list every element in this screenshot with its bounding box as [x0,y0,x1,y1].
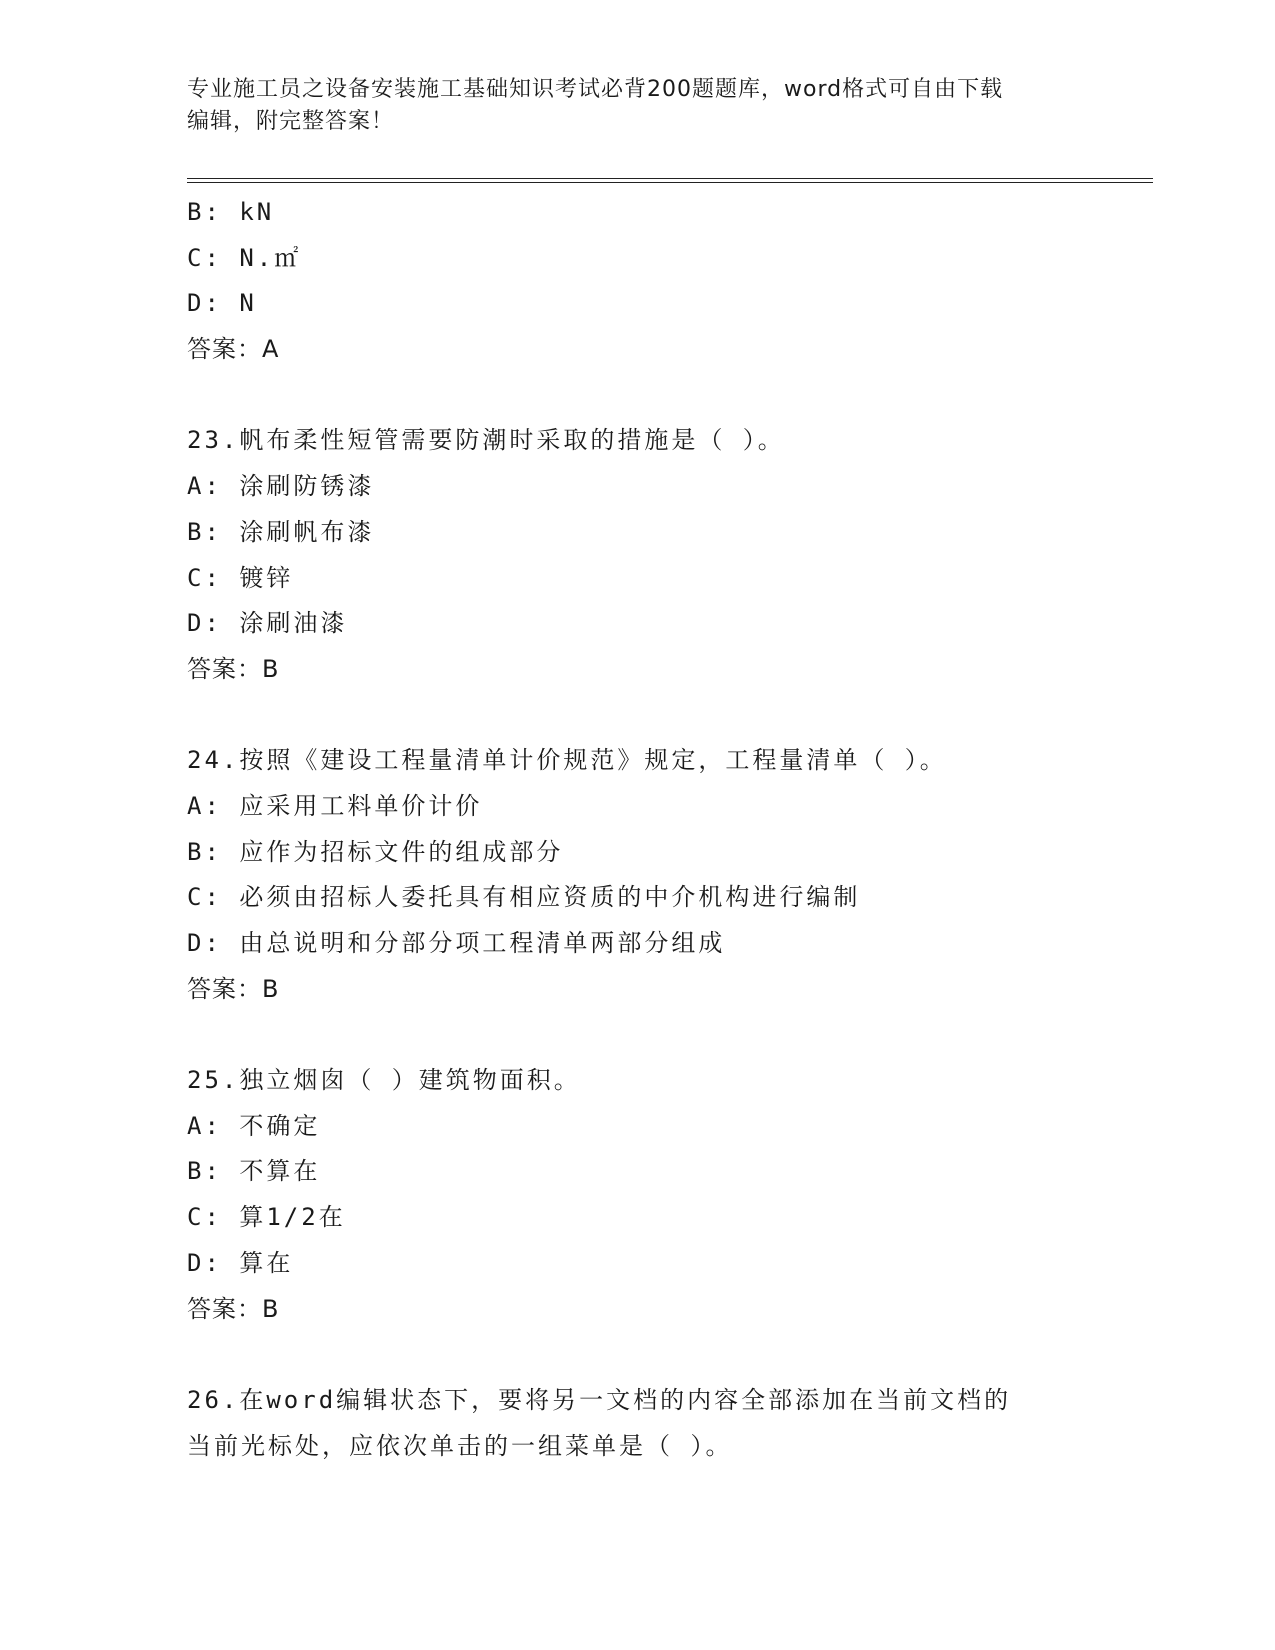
question-25-stem: 25.独立烟囱（ ）建筑物面积。 [187,1066,581,1095]
question-24-option-a: A: 应采用工料单价计价 [187,791,483,820]
question-24-answer: 答案：B [187,974,280,1003]
question-24-option-d: D: 由总说明和分部分项工程清单两部分组成 [187,929,726,957]
question-23 [187,418,1153,692]
header-title-line-2: 编辑，附完整答案！ [187,109,395,134]
question-26-stem-line-1: 26.在word编辑状态下，要将另一文档的内容全部添加在当前文档的 [187,1385,1012,1414]
question-22-option-d: D: N [187,289,257,318]
header-rule-top [187,178,1153,179]
header-title-line-1: 专业施工员之设备安装施工基础知识考试必背200题题库，word格式可自由下载 [187,77,1004,102]
question-23-option-a: A: 涂刷防锈漆 [187,472,375,501]
question-25-option-a: A: 不确定 [187,1111,321,1140]
question-24-stem: 24.按照《建设工程量清单计价规范》规定，工程量清单（ ）。 [187,746,947,775]
question-22-option-b: B: kN [187,198,275,226]
question-26 [187,1378,1153,1469]
spacer [187,693,1153,739]
question-25-answer: 答案：B [187,1294,280,1323]
question-22 [187,190,1153,373]
question-23-option-b: B: 涂刷帆布漆 [187,517,375,546]
question-23-option-d: D: 涂刷油漆 [187,609,348,638]
question-26-stem-line-2: 当前光标处，应依次单击的一组菜单是（ ）。 [187,1431,733,1460]
question-24-option-c: C: 必须由招标人委托具有相应资质的中介机构进行编制 [187,883,861,912]
question-25-option-d: D: 算在 [187,1248,294,1277]
question-24-option-b: B: 应作为招标文件的组成部分 [187,837,564,866]
question-23-option-c: C: 镀锌 [187,563,294,592]
question-25-option-c: C: 算1/2在 [187,1203,346,1232]
question-23-stem: 23.帆布柔性短管需要防潮时采取的措施是（ ）。 [187,426,785,455]
question-23-answer: 答案：B [187,654,280,683]
page-header [187,74,1087,138]
question-22-option-c: C: N.㎡ [187,243,302,272]
question-24 [187,738,1153,1012]
question-25-option-b: B: 不算在 [187,1157,321,1186]
question-25 [187,1058,1153,1332]
question-list [187,190,1153,1469]
header-rule-bottom [187,182,1153,183]
spacer [187,373,1153,419]
question-22-answer: 答案：A [187,335,280,364]
spacer [187,1332,1153,1378]
spacer [187,1012,1153,1058]
